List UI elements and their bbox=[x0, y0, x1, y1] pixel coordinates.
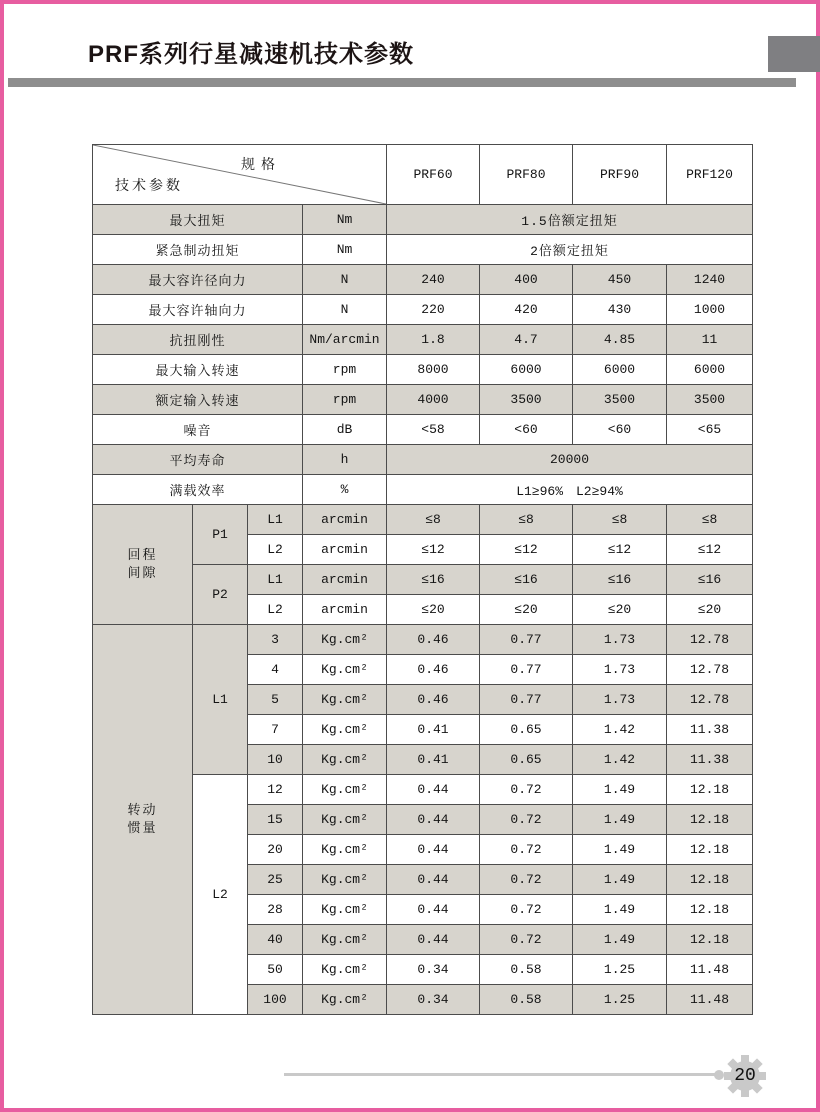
cell-value: 1000 bbox=[667, 295, 753, 325]
cell-value: 12.78 bbox=[667, 685, 753, 715]
table-row bbox=[93, 295, 753, 325]
cell-value: 11 bbox=[667, 325, 753, 355]
row-unit: Kg.cm² bbox=[303, 715, 387, 745]
backlash-class-p1: P1 bbox=[193, 505, 248, 565]
row-span-value: L1≥96% L2≥94% bbox=[387, 475, 753, 505]
row-unit: arcmin bbox=[303, 505, 387, 535]
row-unit: Kg.cm² bbox=[303, 835, 387, 865]
cell-value: 1.25 bbox=[573, 985, 667, 1015]
row-label: 最大输入转速 bbox=[93, 355, 303, 385]
cell-value: 0.72 bbox=[480, 865, 573, 895]
row-unit: Kg.cm² bbox=[303, 805, 387, 835]
row-unit: Kg.cm² bbox=[303, 625, 387, 655]
cell-value: ≤8 bbox=[667, 505, 753, 535]
cell-value: 0.72 bbox=[480, 775, 573, 805]
cell-value: 4.85 bbox=[573, 325, 667, 355]
cell-value: 1.49 bbox=[573, 865, 667, 895]
cell-value: 0.46 bbox=[387, 685, 480, 715]
column-header-prf80: PRF80 bbox=[480, 145, 573, 205]
cell-value: 0.34 bbox=[387, 985, 480, 1015]
cell-value: 6000 bbox=[480, 355, 573, 385]
table-row bbox=[93, 235, 753, 265]
backlash-group-label: 回程 间隙 bbox=[93, 505, 193, 625]
row-unit: Nm/arcmin bbox=[303, 325, 387, 355]
cell-value: 0.77 bbox=[480, 655, 573, 685]
inertia-class-l1: L1 bbox=[193, 625, 248, 775]
backlash-level: L1 bbox=[248, 505, 303, 535]
cell-value: 12.78 bbox=[667, 655, 753, 685]
cell-value: 12.78 bbox=[667, 625, 753, 655]
cell-value: 0.34 bbox=[387, 955, 480, 985]
cell-value: ≤16 bbox=[667, 565, 753, 595]
column-header-prf90: PRF90 bbox=[573, 145, 667, 205]
cell-value: ≤8 bbox=[573, 505, 667, 535]
backlash-level: L2 bbox=[248, 595, 303, 625]
row-label: 最大容许轴向力 bbox=[93, 295, 303, 325]
cell-value: ≤20 bbox=[667, 595, 753, 625]
cell-value: ≤8 bbox=[480, 505, 573, 535]
row-label: 紧急制动扭矩 bbox=[93, 235, 303, 265]
cell-value: ≤12 bbox=[387, 535, 480, 565]
cell-value: 0.77 bbox=[480, 625, 573, 655]
cell-value: ≤12 bbox=[573, 535, 667, 565]
row-unit: arcmin bbox=[303, 535, 387, 565]
table-row bbox=[93, 265, 753, 295]
row-unit: rpm bbox=[303, 355, 387, 385]
cell-value: 6000 bbox=[667, 355, 753, 385]
header-corner-rectangle bbox=[768, 36, 820, 72]
row-label: 最大容许径向力 bbox=[93, 265, 303, 295]
cell-value: 1.73 bbox=[573, 625, 667, 655]
cell-value: 0.44 bbox=[387, 835, 480, 865]
cell-value: 420 bbox=[480, 295, 573, 325]
table-row bbox=[93, 475, 753, 505]
cell-value: 0.44 bbox=[387, 805, 480, 835]
row-label: 抗扭刚性 bbox=[93, 325, 303, 355]
cell-value: 400 bbox=[480, 265, 573, 295]
spec-table bbox=[92, 144, 753, 1015]
cell-value: ≤16 bbox=[480, 565, 573, 595]
cell-value: 4000 bbox=[387, 385, 480, 415]
inertia-ratio: 12 bbox=[248, 775, 303, 805]
table-row bbox=[93, 385, 753, 415]
cell-value: 1.49 bbox=[573, 925, 667, 955]
cell-value: 0.44 bbox=[387, 865, 480, 895]
inertia-ratio: 50 bbox=[248, 955, 303, 985]
cell-value: ≤12 bbox=[667, 535, 753, 565]
row-unit: dB bbox=[303, 415, 387, 445]
row-unit: Kg.cm² bbox=[303, 745, 387, 775]
row-unit: % bbox=[303, 475, 387, 505]
row-label: 最大扭矩 bbox=[93, 205, 303, 235]
inertia-ratio: 25 bbox=[248, 865, 303, 895]
cell-value: 240 bbox=[387, 265, 480, 295]
cell-value: 0.46 bbox=[387, 655, 480, 685]
cell-value: 0.65 bbox=[480, 745, 573, 775]
inertia-ratio: 4 bbox=[248, 655, 303, 685]
cell-value: 0.72 bbox=[480, 805, 573, 835]
cell-value: 11.48 bbox=[667, 955, 753, 985]
cell-value: <60 bbox=[573, 415, 667, 445]
row-label: 平均寿命 bbox=[93, 445, 303, 475]
row-unit: Nm bbox=[303, 235, 387, 265]
cell-value: 6000 bbox=[573, 355, 667, 385]
cell-value: 1.49 bbox=[573, 895, 667, 925]
cell-value: 1.73 bbox=[573, 685, 667, 715]
cell-value: 1.49 bbox=[573, 775, 667, 805]
cell-value: 4.7 bbox=[480, 325, 573, 355]
cell-value: 1.8 bbox=[387, 325, 480, 355]
cell-value: 12.18 bbox=[667, 775, 753, 805]
cell-value: ≤16 bbox=[387, 565, 480, 595]
row-unit: Kg.cm² bbox=[303, 955, 387, 985]
row-span-value: 1.5倍额定扭矩 bbox=[387, 205, 753, 235]
cell-value: 0.58 bbox=[480, 955, 573, 985]
cell-value: 0.65 bbox=[480, 715, 573, 745]
cell-value: 0.72 bbox=[480, 835, 573, 865]
page-number-gear-icon bbox=[723, 1054, 767, 1098]
page-number: 20 bbox=[734, 1066, 756, 1086]
cell-value: 430 bbox=[573, 295, 667, 325]
row-label: 噪音 bbox=[93, 415, 303, 445]
row-unit: rpm bbox=[303, 385, 387, 415]
cell-value: 0.44 bbox=[387, 895, 480, 925]
cell-value: 1240 bbox=[667, 265, 753, 295]
corner-top-label: 规格 bbox=[241, 156, 281, 172]
inertia-ratio: 10 bbox=[248, 745, 303, 775]
row-unit: Kg.cm² bbox=[303, 895, 387, 925]
cell-value: 1.49 bbox=[573, 835, 667, 865]
cell-value: 12.18 bbox=[667, 805, 753, 835]
cell-value: 0.46 bbox=[387, 625, 480, 655]
cell-value: 12.18 bbox=[667, 895, 753, 925]
cell-value: ≤20 bbox=[480, 595, 573, 625]
cell-value: 1.42 bbox=[573, 745, 667, 775]
cell-value: 12.18 bbox=[667, 865, 753, 895]
row-unit: h bbox=[303, 445, 387, 475]
row-unit: Nm bbox=[303, 205, 387, 235]
cell-value: 12.18 bbox=[667, 835, 753, 865]
cell-value: <65 bbox=[667, 415, 753, 445]
column-header-prf60: PRF60 bbox=[387, 145, 480, 205]
page-title: PRF系列行星减速机技术参数 bbox=[88, 41, 414, 68]
inertia-ratio: 3 bbox=[248, 625, 303, 655]
backlash-class-p2: P2 bbox=[193, 565, 248, 625]
table-row bbox=[93, 325, 753, 355]
inertia-group-label: 转动 惯量 bbox=[93, 625, 193, 1015]
cell-value: 0.77 bbox=[480, 685, 573, 715]
backlash-level: L1 bbox=[248, 565, 303, 595]
row-span-value: 20000 bbox=[387, 445, 753, 475]
footer-rule-line bbox=[284, 1073, 720, 1076]
table-row bbox=[93, 205, 753, 235]
cell-value: 0.41 bbox=[387, 745, 480, 775]
cell-value: 12.18 bbox=[667, 925, 753, 955]
cell-value: 0.58 bbox=[480, 985, 573, 1015]
cell-value: 0.72 bbox=[480, 925, 573, 955]
cell-value: <60 bbox=[480, 415, 573, 445]
table-row bbox=[93, 415, 753, 445]
table-row bbox=[93, 445, 753, 475]
row-unit: arcmin bbox=[303, 595, 387, 625]
cell-value: 0.44 bbox=[387, 775, 480, 805]
table-row bbox=[93, 355, 753, 385]
row-unit: Kg.cm² bbox=[303, 865, 387, 895]
cell-value: 1.73 bbox=[573, 655, 667, 685]
diagonal-header-cell bbox=[93, 145, 387, 205]
cell-value: 11.38 bbox=[667, 745, 753, 775]
inertia-class-l2: L2 bbox=[193, 775, 248, 1015]
cell-value: <58 bbox=[387, 415, 480, 445]
row-unit: Kg.cm² bbox=[303, 775, 387, 805]
row-unit: Kg.cm² bbox=[303, 655, 387, 685]
cell-value: ≤20 bbox=[387, 595, 480, 625]
title-underline-bar bbox=[8, 78, 796, 87]
inertia-ratio: 7 bbox=[248, 715, 303, 745]
cell-value: ≤20 bbox=[573, 595, 667, 625]
cell-value: 1.25 bbox=[573, 955, 667, 985]
cell-value: 450 bbox=[573, 265, 667, 295]
row-unit: arcmin bbox=[303, 565, 387, 595]
inertia-ratio: 40 bbox=[248, 925, 303, 955]
cell-value: 0.44 bbox=[387, 925, 480, 955]
row-unit: Kg.cm² bbox=[303, 985, 387, 1015]
table-row bbox=[93, 505, 753, 535]
row-span-value: 2倍额定扭矩 bbox=[387, 235, 753, 265]
table-row bbox=[93, 625, 753, 655]
backlash-level: L2 bbox=[248, 535, 303, 565]
cell-value: 11.48 bbox=[667, 985, 753, 1015]
cell-value: ≤8 bbox=[387, 505, 480, 535]
cell-value: 11.38 bbox=[667, 715, 753, 745]
row-unit: Kg.cm² bbox=[303, 925, 387, 955]
cell-value: 8000 bbox=[387, 355, 480, 385]
cell-value: 3500 bbox=[573, 385, 667, 415]
cell-value: 1.49 bbox=[573, 805, 667, 835]
cell-value: 1.42 bbox=[573, 715, 667, 745]
inertia-ratio: 20 bbox=[248, 835, 303, 865]
inertia-ratio: 15 bbox=[248, 805, 303, 835]
cell-value: 3500 bbox=[480, 385, 573, 415]
row-unit: N bbox=[303, 295, 387, 325]
cell-value: 0.41 bbox=[387, 715, 480, 745]
inertia-ratio: 28 bbox=[248, 895, 303, 925]
cell-value: 220 bbox=[387, 295, 480, 325]
cell-value: ≤12 bbox=[480, 535, 573, 565]
cell-value: ≤16 bbox=[573, 565, 667, 595]
cell-value: 3500 bbox=[667, 385, 753, 415]
column-header-prf120: PRF120 bbox=[667, 145, 753, 205]
inertia-ratio: 100 bbox=[248, 985, 303, 1015]
inertia-ratio: 5 bbox=[248, 685, 303, 715]
table-header-row bbox=[93, 145, 753, 205]
row-unit: N bbox=[303, 265, 387, 295]
cell-value: 0.72 bbox=[480, 895, 573, 925]
row-label: 额定输入转速 bbox=[93, 385, 303, 415]
corner-bottom-label: 技术参数 bbox=[115, 177, 183, 193]
row-unit: Kg.cm² bbox=[303, 685, 387, 715]
row-label: 满载效率 bbox=[93, 475, 303, 505]
